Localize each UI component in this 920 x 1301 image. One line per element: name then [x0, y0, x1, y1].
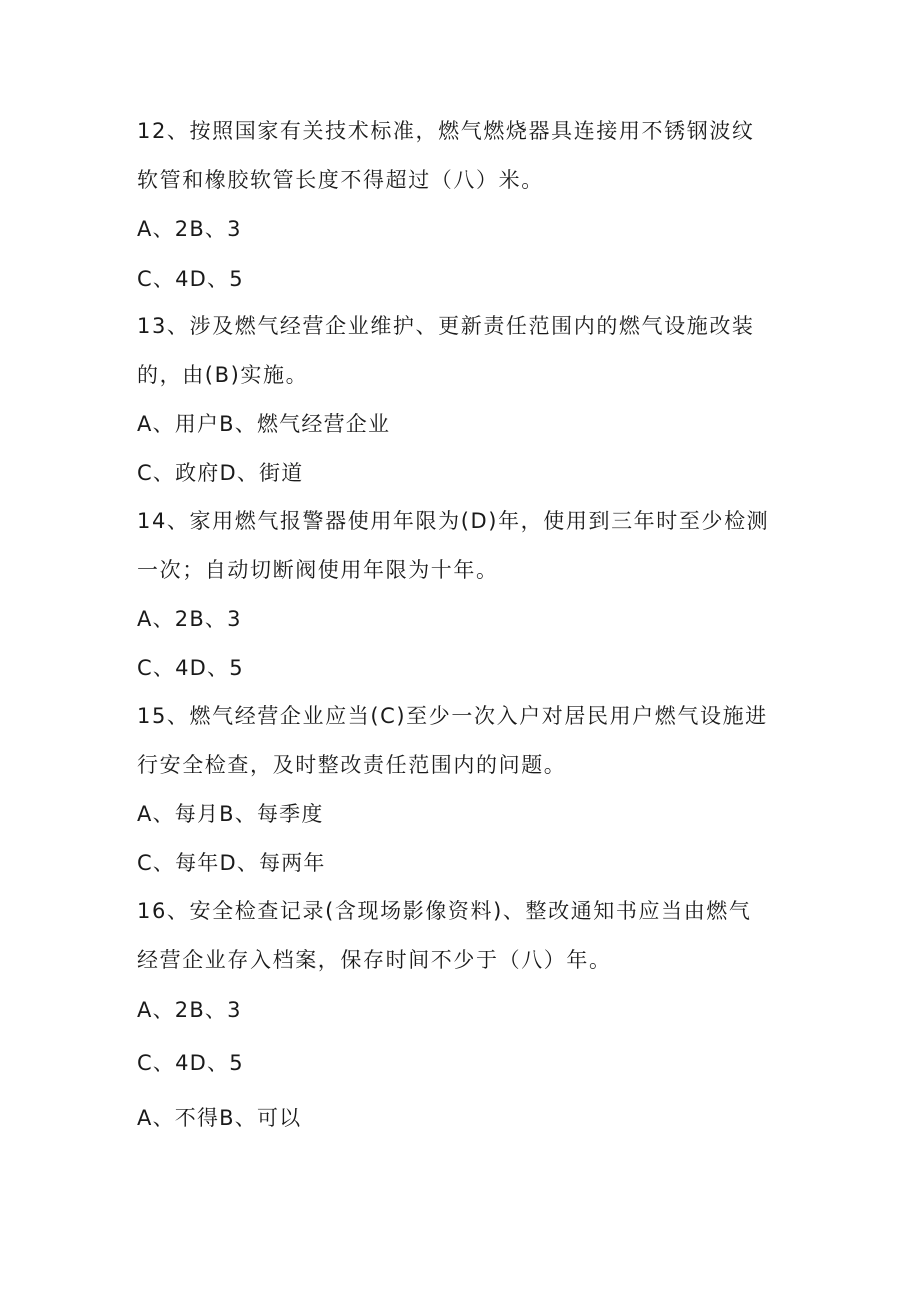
question-16-options-line-1: A、2B、3: [137, 998, 242, 1022]
question-12-stem-line-2: 软管和橡胶软管长度不得超过（八）米。: [137, 168, 544, 192]
question-12-stem-line-1: 12、按照国家有关技术标准，燃气燃烧器具连接用不锈钢波纹: [137, 119, 755, 143]
question-14-stem-line-1: 14、家用燃气报警器使用年限为(D)年，使用到三年时至少检测: [137, 509, 770, 533]
question-12-options-line-2: C、4D、5: [137, 267, 244, 291]
question-13-options-line-2: C、政府D、街道: [137, 461, 304, 485]
question-15-stem-line-2: 行安全检查，及时整改责任范围内的问题。: [137, 753, 567, 777]
question-13-stem-line-1: 13、涉及燃气经营企业维护、更新责任范围内的燃气设施改装: [137, 314, 755, 338]
question-13-options-line-1: A、用户B、燃气经营企业: [137, 412, 391, 436]
question-13-stem-line-2: 的，由(B)实施。: [137, 363, 309, 387]
question-15-stem-line-1: 15、燃气经营企业应当(C)至少一次入户对居民用户燃气设施进: [137, 704, 768, 728]
question-12-options-line-1: A、2B、3: [137, 217, 242, 241]
question-14-options-line-1: A、2B、3: [137, 607, 242, 631]
question-16-options-line-2: C、4D、5: [137, 1051, 244, 1075]
question-14-options-line-2: C、4D、5: [137, 656, 244, 680]
question-15-options-line-1: A、每月B、每季度: [137, 802, 324, 826]
question-14-stem-line-2: 一次；自动切断阀使用年限为十年。: [137, 558, 499, 582]
question-16-stem-line-2: 经营企业存入档案，保存时间不少于（八）年。: [137, 948, 612, 972]
trailing-options-line: A、不得B、可以: [137, 1106, 302, 1130]
question-15-options-line-2: C、每年D、每两年: [137, 851, 326, 875]
question-16-stem-line-1: 16、安全检查记录(含现场影像资料)、整改通知书应当由燃气: [137, 899, 752, 923]
